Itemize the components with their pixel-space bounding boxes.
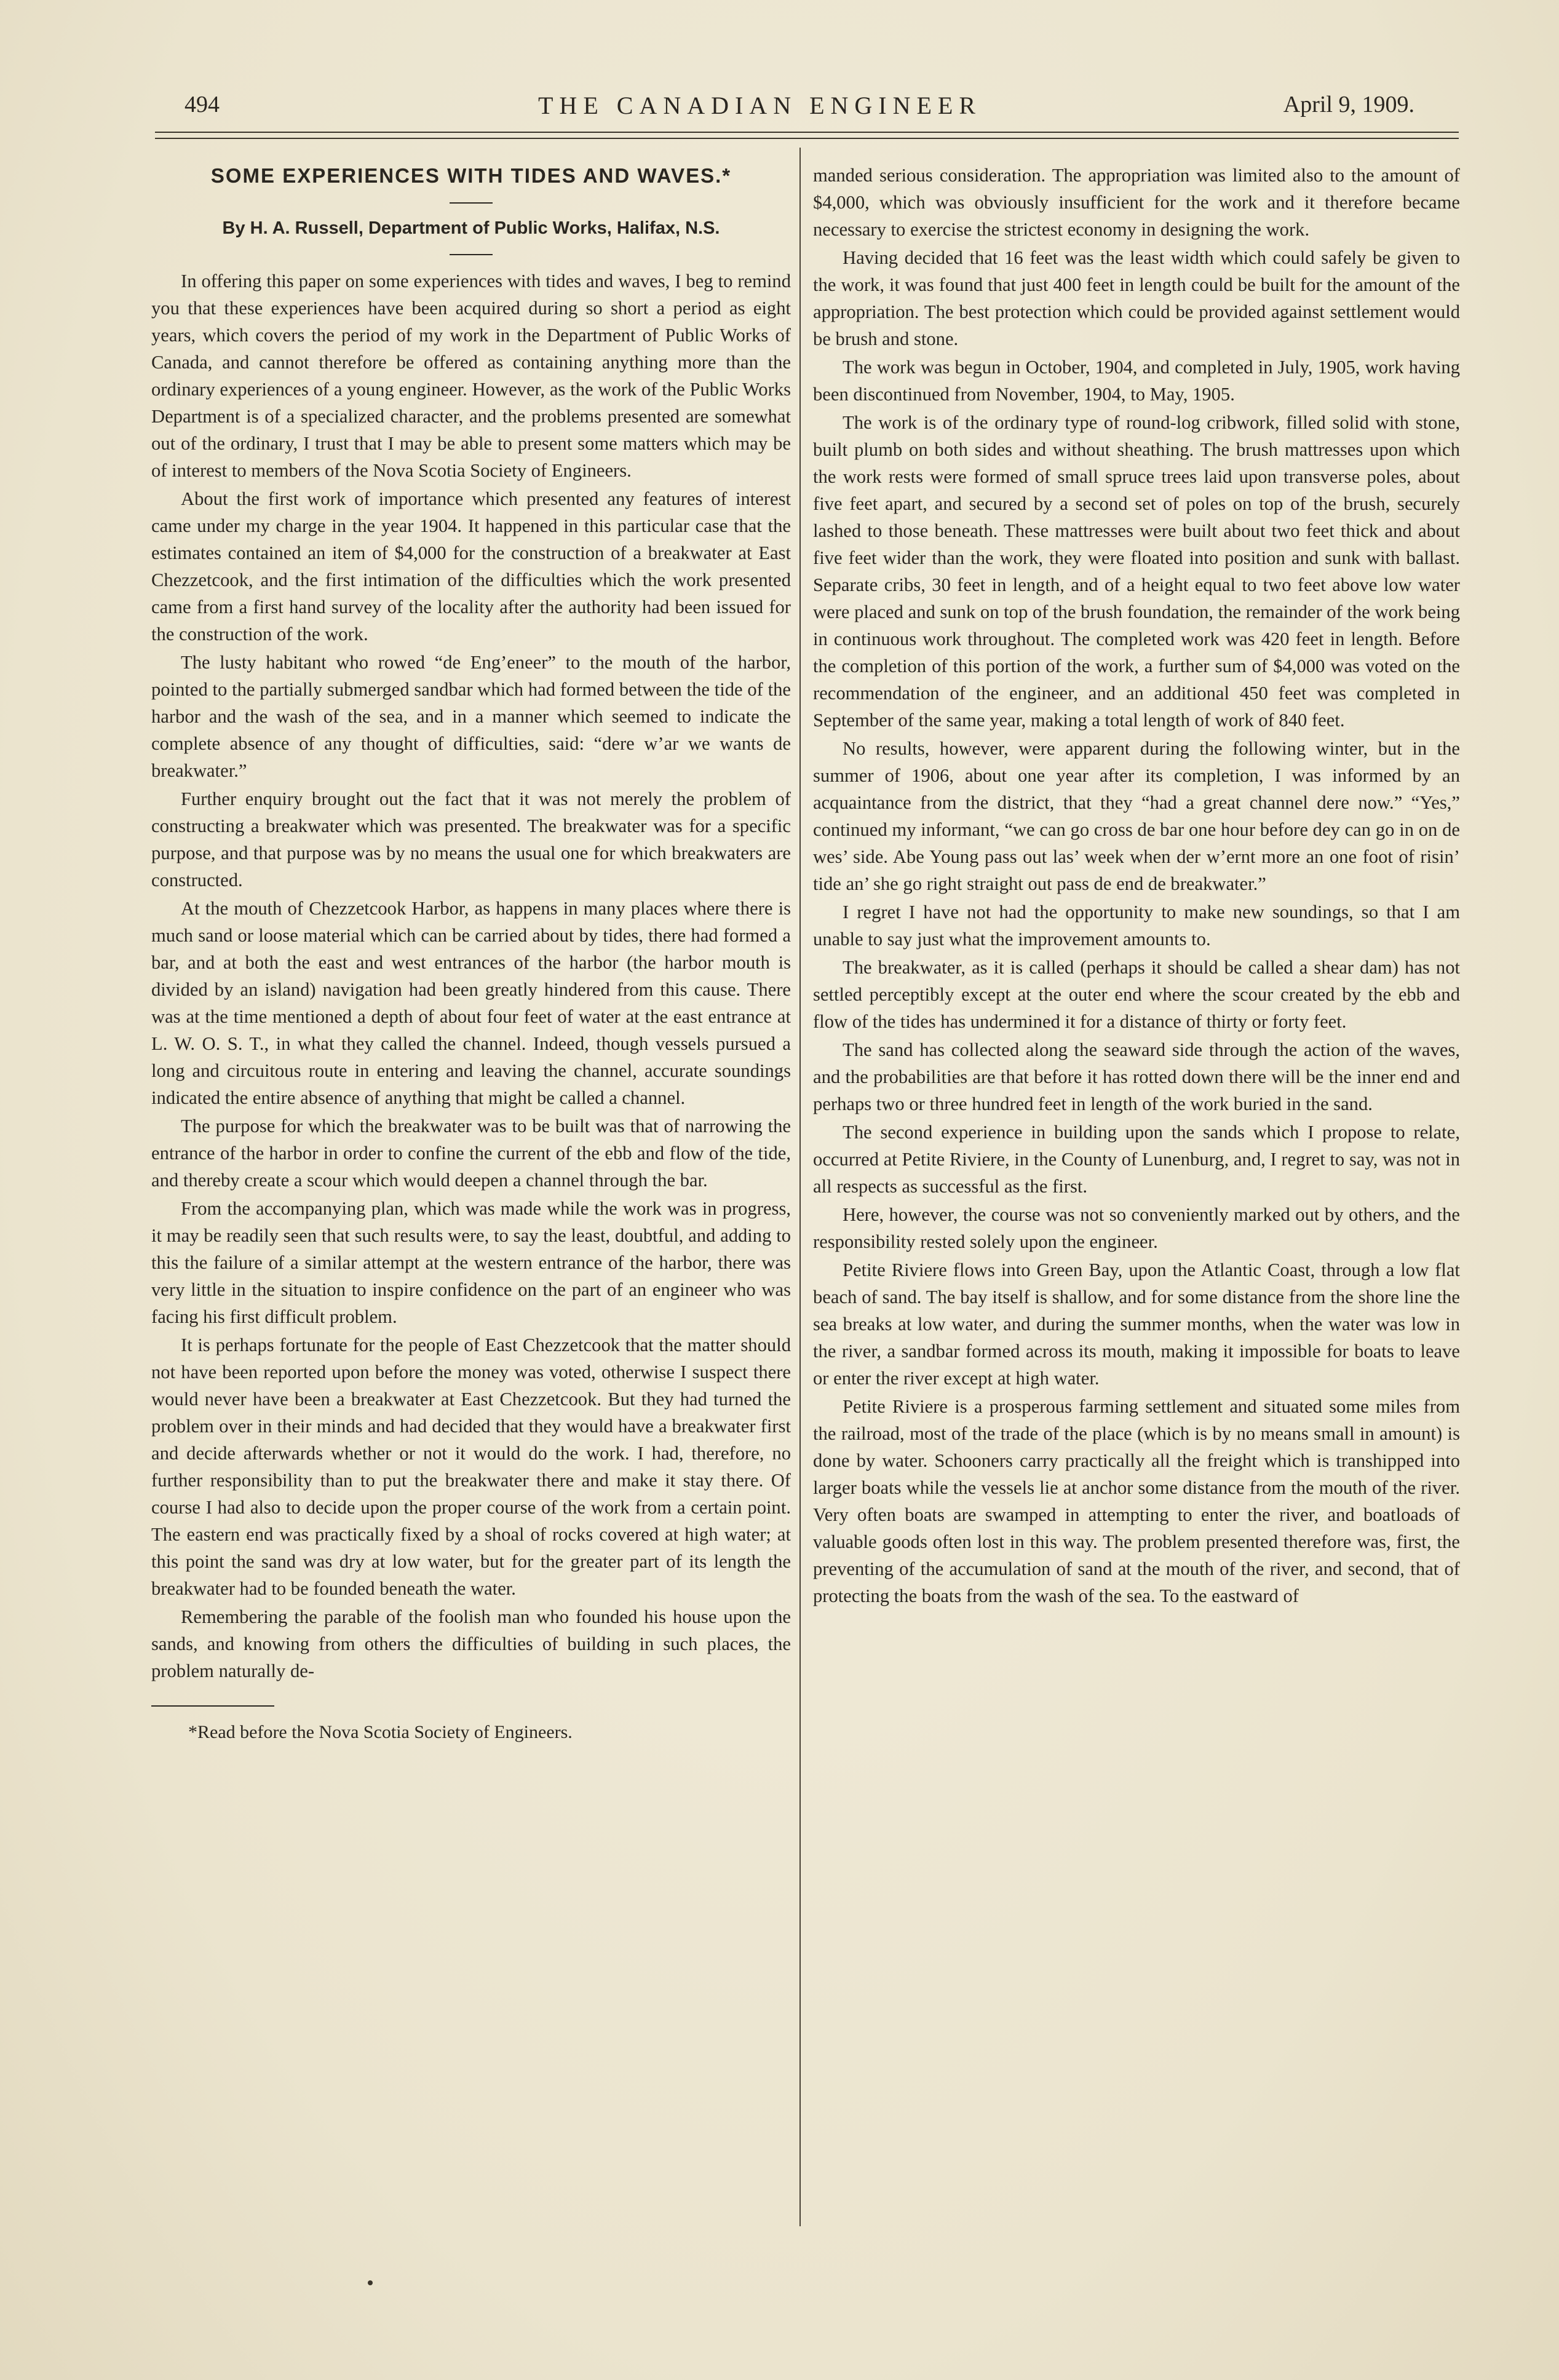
paragraph: About the first work of importance which presented any features of interest came under my charge in the year 1904. It happened in this particular case that the estimates contained an item of $4,000 for the construction of a breakwater at East Chezzetcook, and the first intimation of the difficulties which the work presented came from a first hand survey of the locality after the authority had been issued for the construction of the work. xyxy=(151,488,791,645)
article-title: SOME EXPERIENCES WITH TIDES AND WAVES.* xyxy=(210,164,732,187)
paragraph-continued: manded serious consideration. The appropriation was limited also to the amount of $4,000, which was obviously insufficient for the work and it therefore became necessary to exercise the strictest economy in designing the work. xyxy=(813,165,1460,240)
journal-title: THE CANADIAN ENGINEER xyxy=(538,92,982,119)
paragraph: The sand has collected along the seaward side through the action of the waves, and the probabilities are that before it has rotted down there will be the inner end and perhaps two or three hundred feet in length of the work buried in the sand. xyxy=(813,1039,1460,1114)
left-column xyxy=(151,163,791,1746)
paragraph: The work is of the ordinary type of round-log cribwork, filled solid with stone, built plumb on both sides and without sheathing. The brush mattresses upon which the work rests were formed of small spruce trees laid upon transverse poles, about five feet apart, and secured by a second set of poles on top of the brush, securely lashed to those beneath. These mattresses were built about two feet thick and about five feet wider than the work, they were floated into position and sunk with ballast. Separate cribs, 30 feet in length, and of a height equal to two feet above low water were placed and sunk on top of the brush foundation, the remainder of the work being in continuous work throughout. The completed work was 420 feet in length. Before the completion of this portion of the work, a further sum of $4,000 was voted on the recommendation of the engineer, and an additional 450 feet was completed in September of the same year, making a total length of work of 840 feet. xyxy=(813,412,1460,731)
column-divider xyxy=(799,148,801,2226)
byline: By H. A. Russell, Department of Public Works, Halifax, N.S. xyxy=(222,218,720,238)
running-header xyxy=(184,91,1414,128)
paragraph: I regret I have not had the opportunity to make new soundings, so that I am unable to say just what the improvement amounts to. xyxy=(813,902,1460,950)
paragraph: Petite Riviere flows into Green Bay, upon the Atlantic Coast, through a low flat beach of sand. The bay itself is shallow, and for some distance from the shore line the sea breaks at low water, and during the summer months, when the water was low in the river, a sandbar formed across its mouth, making it impossible for boats to leave or enter the river except at high water. xyxy=(813,1259,1460,1389)
print-speck xyxy=(368,2280,373,2285)
paragraph: The work was begun in October, 1904, and completed in July, 1905, work having been discontinued from November, 1904, to May, 1905. xyxy=(813,357,1460,405)
issue-date: April 9, 1909. xyxy=(1283,92,1414,117)
byline-rule xyxy=(450,254,493,255)
paragraph: Remembering the parable of the foolish man who founded his house upon the sands, and knowing from others the difficulties of building in such places, the problem naturally de- xyxy=(151,1606,791,1681)
page-number: 494 xyxy=(184,92,220,117)
paragraph: No results, however, were apparent during the following winter, but in the summer of 1906, about one year after its completion, I was informed by an acquaintance from the district, that they “had a great channel dere now.” “Yes,” continued my informant, “we can go cross de bar one hour before dey can go in on de wes’ side. Abe Young pass out las’ week when der w’ernt more an one foot of risin’ tide an’ she go right straight out pass de end de breakwater.” xyxy=(813,738,1460,894)
paragraph: The breakwater, as it is called (perhaps it should be called a shear dam) has not settled perceptibly except at the outer end where the scour created by the ebb and flow of the tides has undermined it for a distance of thirty or forty feet. xyxy=(813,957,1460,1032)
footnote: *Read before the Nova Scotia Society of Engineers. xyxy=(188,1722,573,1742)
paragraph: The purpose for which the breakwater was to be built was that of narrowing the entrance of the harbor in order to confine the current of the ebb and flow of the tide, and thereby create a scour which would deepen a channel through the bar. xyxy=(151,1116,791,1191)
paragraph: From the accompanying plan, which was made while the work was in progress, it may be readily seen that such results were, to say the least, doubtful, and adding to this the failure of a similar attempt at the western entrance of the harbor, there was very little in the situation to inspire confidence on the part of an engineer who was facing his first difficult problem. xyxy=(151,1198,791,1327)
title-rule xyxy=(450,202,493,204)
paragraph: At the mouth of Chezzetcook Harbor, as happens in many places where there is much sand or loose material which can be carried about by tides, there had formed a bar, and at both the east and west entrances of the harbor (the harbor mouth is divided by an island) navigation had been greatly hindered from this cause. There was at the time mentioned a depth of about four feet of water at the east entrance at L. W. O. S. T., in what they called the channel. Indeed, though vessels pursued a long and circuitous route in entering and leaving the channel, accurate soundings indicated the entire absence of anything that might be called a channel. xyxy=(151,898,791,1108)
paragraph: In offering this paper on some experiences with tides and waves, I beg to remind you that these experiences have been acquired during so short a period as eight years, which covers the period of my work in the Department of Public Works of Canada, and cannot therefore be offered as containing anything more than the ordinary experiences of a young engineer. However, as the work of the Public Works Department is of a specialized character, and the problems presented are somewhat out of the ordinary, I trust that I may be able to present some matters which may be of interest to members of the Nova Scotia Society of Engineers. xyxy=(151,271,791,481)
paragraph: The lusty habitant who rowed “de Eng’eneer” to the mouth of the harbor, pointed to the partially submerged sandbar which had formed between the tide of the harbor and the wash of the sea, and in a manner which seemed to indicate the complete absence of any thought of difficulties, said: “dere w’ar we wants de breakwater.” xyxy=(151,652,791,781)
header-rule-top xyxy=(155,132,1459,133)
footnote-rule xyxy=(151,1705,274,1707)
paragraph: It is perhaps fortunate for the people of East Chezzetcook that the matter should not have been reported upon before the money was voted, otherwise I suspect there would never have been a breakwater at East Chezzetcook. But they had turned the problem over in their minds and had decided that they would have a breakwater first and decide afterwards whether or not it would do the work. I had, therefore, no further responsibility than to put the breakwater there and make it stay there. Of course I had also to decide upon the proper course of the work from a certain point. The eastern end was practically fixed by a shoal of rocks covered at high water; at this point the sand was dry at low water, but for the greater part of its length the breakwater had to be founded beneath the water. xyxy=(151,1335,791,1599)
paragraph: Further enquiry brought out the fact that it was not merely the problem of constructing a breakwater which was presented. The breakwater was for a specific purpose, and that purpose was by no means the usual one for which breakwaters are constructed. xyxy=(151,788,791,891)
header-rule-bottom xyxy=(155,138,1459,139)
paragraph: Petite Riviere is a prosperous farming settlement and situated some miles from the railroad, most of the trade of the place (which is by no means small in amount) is done by water. Schooners carry practically all the freight which is transhipped into larger boats while the vessels lie at anchor some distance from the mouth of the river. Very often boats are swamped in attempting to enter the river, and boatloads of valuable goods often lost in this way. The problem presented therefore was, first, the preventing of the accumulation of sand at the mouth of the river, and second, that of protecting the boats from the wash of the sea. To the eastward of xyxy=(813,1396,1460,1606)
paragraph: The second experience in building upon the sands which I propose to relate, occurred at Petite Riviere, in the County of Lunenburg, and, I regret to say, was not in all respects as successful as the first. xyxy=(813,1122,1460,1197)
right-column xyxy=(813,162,1460,1609)
paragraph: Here, however, the course was not so conveniently marked out by others, and the responsibility rested solely upon the engineer. xyxy=(813,1204,1460,1252)
paragraph: Having decided that 16 feet was the least width which could safely be given to the work, it was found that just 400 feet in length could be built for the amount of the appropriation. The best protection which could be provided against settlement would be brush and stone. xyxy=(813,247,1460,349)
